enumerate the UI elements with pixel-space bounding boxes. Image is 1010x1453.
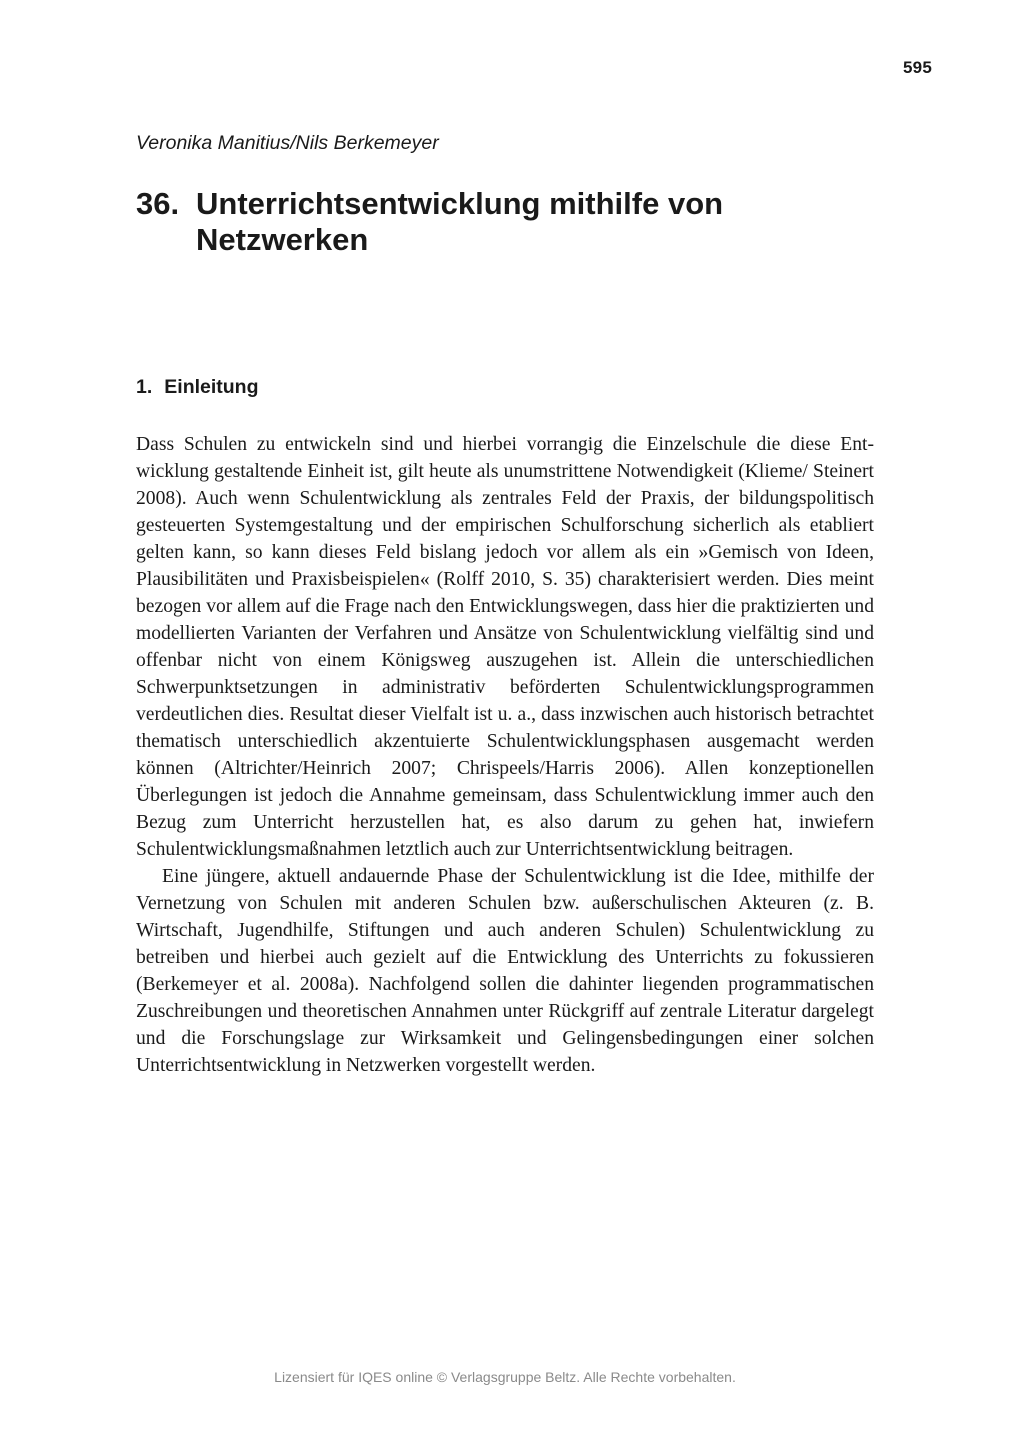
chapter-authors: Veronika Manitius/Nils Berkemeyer [136,132,439,154]
section-title: Einleitung [164,376,259,398]
license-footer: Lizensiert für IQES online © Verlagsgruppe Beltz. Alle Rechte vorbehalten. [274,1369,736,1385]
body-text [136,431,874,1079]
paragraph: Eine jüngere, aktuell andauernde Phase der Schulentwicklung ist die Idee, mithilfe der Vernetzung von Schulen mit anderen Schulen bzw. außerschulischen Akteuren (z. B. Wirtschaft, Jugendhilfe, Stiftungen und auch anderen Schulen) Schulentwicklung zu betreiben und hierbei auch gezielt auf die Entwicklung des Unterrichts zu fokussieren (Berkemeyer et al. 2008a). Nachfolgend sollen die dahinter liegenden programmatischen Zuschreibungen und theoretischen Annahmen unter Rückgriff auf zentrale Literatur dargelegt und die Forschungslage zur Wirksamkeit und Gelingensbedingungen einer solchen Unterrichtsentwicklung in Netzwerken vorgestellt werden. [136,866,874,1076]
paragraph: Dass Schulen zu entwickeln sind und hierbei vorrangig die Einzelschule die diese Entwicklung gestaltende Einheit ist, gilt heute als unumstrittene Notwendigkeit (Klieme/ Steinert 2008). Auch wenn Schulentwicklung als zentrales Feld der Praxis, der bildungspolitisch gesteuerten Systemgestaltung und der empirischen Schulforschung sicherlich als etabliert gelten kann, so kann dieses Feld bislang jedoch vor allem als ein »Gemisch von Ideen, Plausibilitäten und Praxisbeispielen« (Rolff 2010, S. 35) charakterisiert werden. Dies meint bezogen vor allem auf die Frage nach den Entwicklungswegen, dass hier die praktizierten und modellierten Varianten der Verfahren und Ansätze von Schulentwicklung vielfältig sind und offenbar nicht von einem Königsweg auszugehen ist. Allein die unterschiedlichen Schwerpunktsetzungen in administrativ beförderten Schulentwicklungsprogrammen verdeutlichen dies. Resultat dieser Vielfalt ist u. a., dass inzwischen auch historisch betrachtet thematisch unterschiedlich akzentuierte Schulentwicklungsphasen ausgemacht werden können (Altrichter/Heinrich 2007; Chrispeels/Harris 2006). Allen konzeptionellen Überlegungen ist jedoch die Annahme gemeinsam, dass Schulentwicklung immer auch den Bezug zum Unterricht herzustellen hat, es also darum zu gehen hat, inwiefern Schulentwicklungsmaßnahmen letztlich auch zur Unterrichtsentwicklung beitragen. [136,434,874,860]
chapter-number: 36. [136,186,180,221]
chapter-title-text: Unterrichtsentwicklung mithilfe von Netzwerken [196,186,724,257]
section-number: 1. [136,376,153,398]
page-number: 595 [903,58,932,77]
section-heading [136,376,259,399]
chapter-title [136,186,836,258]
